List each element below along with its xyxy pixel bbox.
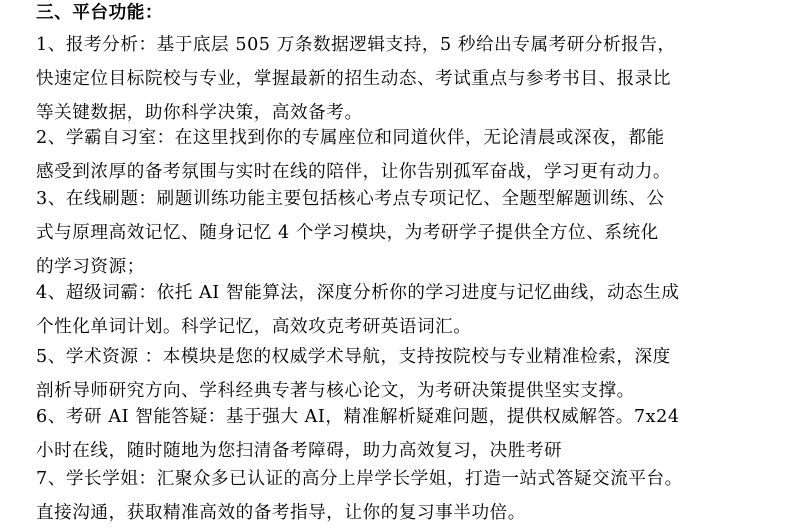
section-heading: 三、平台功能： bbox=[36, 3, 164, 23]
paragraph-line: 7、学长学姐：汇聚众多已认证的高分上岸学长学姐，打造一站式答疑交流平台。 bbox=[36, 469, 683, 489]
feature-item-senior-mentors bbox=[36, 462, 774, 530]
feature-item-vocabulary bbox=[36, 276, 774, 344]
feature-item-online-practice bbox=[36, 182, 774, 284]
feature-item-ai-answers bbox=[36, 400, 774, 468]
paragraph-line: 个性化单词计划。科学记忆，高效攻克考研英语词汇。 bbox=[36, 317, 472, 337]
paragraph-line: 式与原理高效记忆、随身记忆 4 个学习模块，为考研学子提供全方位、系统化 bbox=[36, 223, 659, 243]
paragraph-line: 5、学术资源 ：本模块是您的权威学术导航，支持按院校与专业精准检索，深度 bbox=[36, 347, 671, 367]
feature-item-academic-resources bbox=[36, 340, 774, 408]
paragraph-line: 剖析导师研究方向、学科经典专著与核心论文，为考研决策提供坚实支撑。 bbox=[36, 381, 635, 401]
paragraph-line: 6、考研 AI 智能答疑：基于强大 AI，精准解析疑难问题，提供权威解答。7x24 bbox=[36, 407, 680, 427]
paragraph-line: 的学习资源； bbox=[36, 257, 145, 277]
paragraph-line: 2、学霸自习室：在这里找到你的专属座位和同道伙伴，无论清晨或深夜，都能 bbox=[36, 128, 665, 148]
feature-item-exam-analysis bbox=[36, 28, 774, 130]
feature-item-study-room bbox=[36, 121, 774, 189]
paragraph-line: 4、超级词霸：依托 AI 智能算法，深度分析你的学习进度与记忆曲线，动态生成 bbox=[36, 283, 680, 303]
paragraph-line: 感受到浓厚的备考氛围与实时在线的陪伴，让你告别孤军奋战，学习更有动力。 bbox=[36, 162, 672, 182]
paragraph-line: 直接沟通，获取精准高效的备考指导，让你的复习事半功倍。 bbox=[36, 503, 526, 523]
paragraph-line: 3、在线刷题：刷题训练功能主要包括核心考点专项记忆、全题型解题训练、公 bbox=[36, 189, 665, 209]
paragraph-line: 1、报考分析：基于底层 505 万条数据逻辑支持，5 秒给出专属考研分析报告， bbox=[36, 35, 676, 55]
paragraph-line: 等关键数据，助你科学决策，高效备考。 bbox=[36, 103, 363, 123]
paragraph-line: 小时在线，随时随地为您扫清备考障碍，助力高效复习，决胜考研 bbox=[36, 441, 563, 461]
paragraph-line: 快速定位目标院校与专业，掌握最新的招生动态、考试重点与参考书目、报录比 bbox=[36, 69, 672, 89]
